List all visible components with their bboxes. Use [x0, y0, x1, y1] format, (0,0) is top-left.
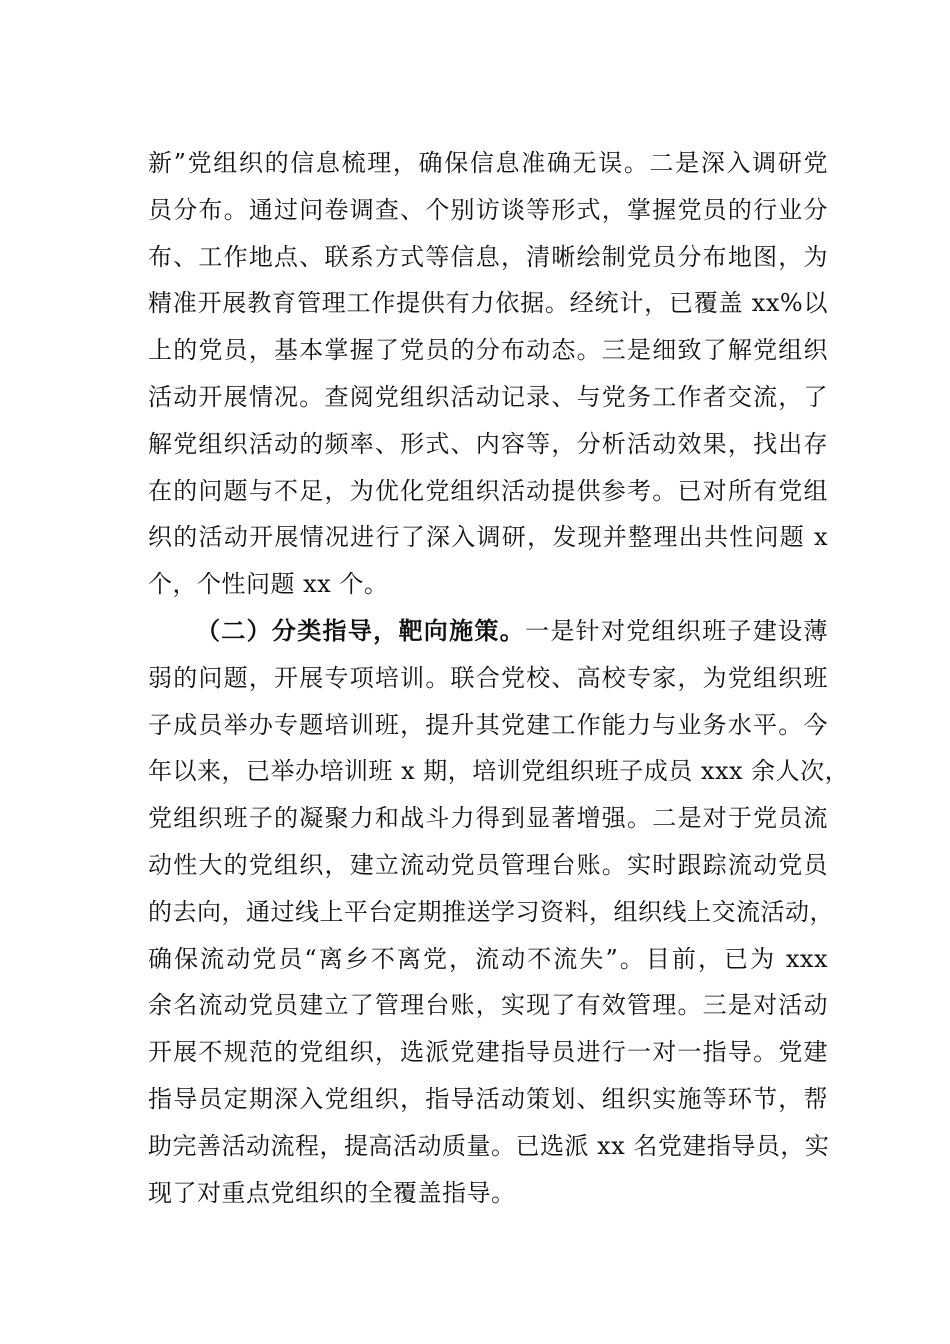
- paragraph-line: 助完善活动流程，提高活动质量。已选派 xx 名党建指导员，实: [148, 1131, 830, 1160]
- paragraph-line: 布、工作地点、联系方式等信息，清晰绘制党员分布地图，为: [148, 242, 828, 271]
- paragraph-line: 年以来，已举办培训班 x 期，培训党组织班子成员 xxx 余人次，: [148, 757, 850, 786]
- paragraph-line: 余名流动党员建立了管理台账，实现了有效管理。三是对活动: [148, 991, 828, 1020]
- paragraph-line: 子成员举办专题培训班，提升其党建工作能力与业务水平。今: [148, 710, 828, 739]
- paragraph-line: 的去向，通过线上平台定期推送学习资料，组织线上交流活动，: [148, 897, 834, 926]
- paragraph-line: 现了对重点党组织的全覆盖指导。: [148, 1178, 516, 1207]
- paragraph-line: 织的活动开展情况进行了深入调研，发现并整理出共性问题 x: [148, 523, 828, 552]
- paragraph-line: 开展不规范的党组织，选派党建指导员进行一对一指导。党建: [148, 1038, 828, 1067]
- paragraph-line: 确保流动党员“离乡不离党，流动不流失”。目前，已为 xxx: [148, 944, 828, 973]
- paragraph-line: 弱的问题，开展专项培训。联合党校、高校专家，为党组织班: [148, 663, 828, 692]
- paragraph-line-rest: 一是针对党组织班子建设薄: [525, 616, 828, 645]
- paragraph-line: 在的问题与不足，为优化党组织活动提供参考。已对所有党组: [148, 476, 828, 505]
- section-heading: （二）分类指导，靶向施策。: [196, 615, 526, 645]
- paragraph-2: [148, 608, 850, 1216]
- paragraph-line: 党组织班子的凝聚力和战斗力得到显著增强。二是对于党员流: [148, 804, 828, 833]
- paragraph-line: 精准开展教育管理工作提供有力依据。经统计，已覆盖 xx%以: [148, 289, 828, 318]
- paragraph-line: 解党组织活动的频率、形式、内容等，分析活动效果，找出存: [148, 429, 828, 458]
- paragraph-line: 动性大的党组织，建立流动党员管理台账。实时跟踪流动党员: [148, 850, 828, 879]
- paragraph-line: 个，个性问题 xx 个。: [148, 570, 389, 599]
- paragraph-line: 员分布。通过问卷调查、个别访谈等形式，掌握党员的行业分: [148, 195, 828, 224]
- paragraph-1: [148, 140, 828, 608]
- paragraph-line: 新”党组织的信息梳理，确保信息准确无误。二是深入调研党: [148, 149, 828, 177]
- paragraph-line: 活动开展情况。查阅党组织活动记录、与党务工作者交流，了: [148, 382, 828, 411]
- document-body: [148, 140, 850, 1216]
- paragraph-line: 指导员定期深入党组织，指导活动策划、组织实施等环节，帮: [148, 1084, 828, 1113]
- paragraph-line: 上的党员，基本掌握了党员的分布动态。三是细致了解党组织: [148, 336, 828, 365]
- paragraph-first-line: [148, 608, 828, 655]
